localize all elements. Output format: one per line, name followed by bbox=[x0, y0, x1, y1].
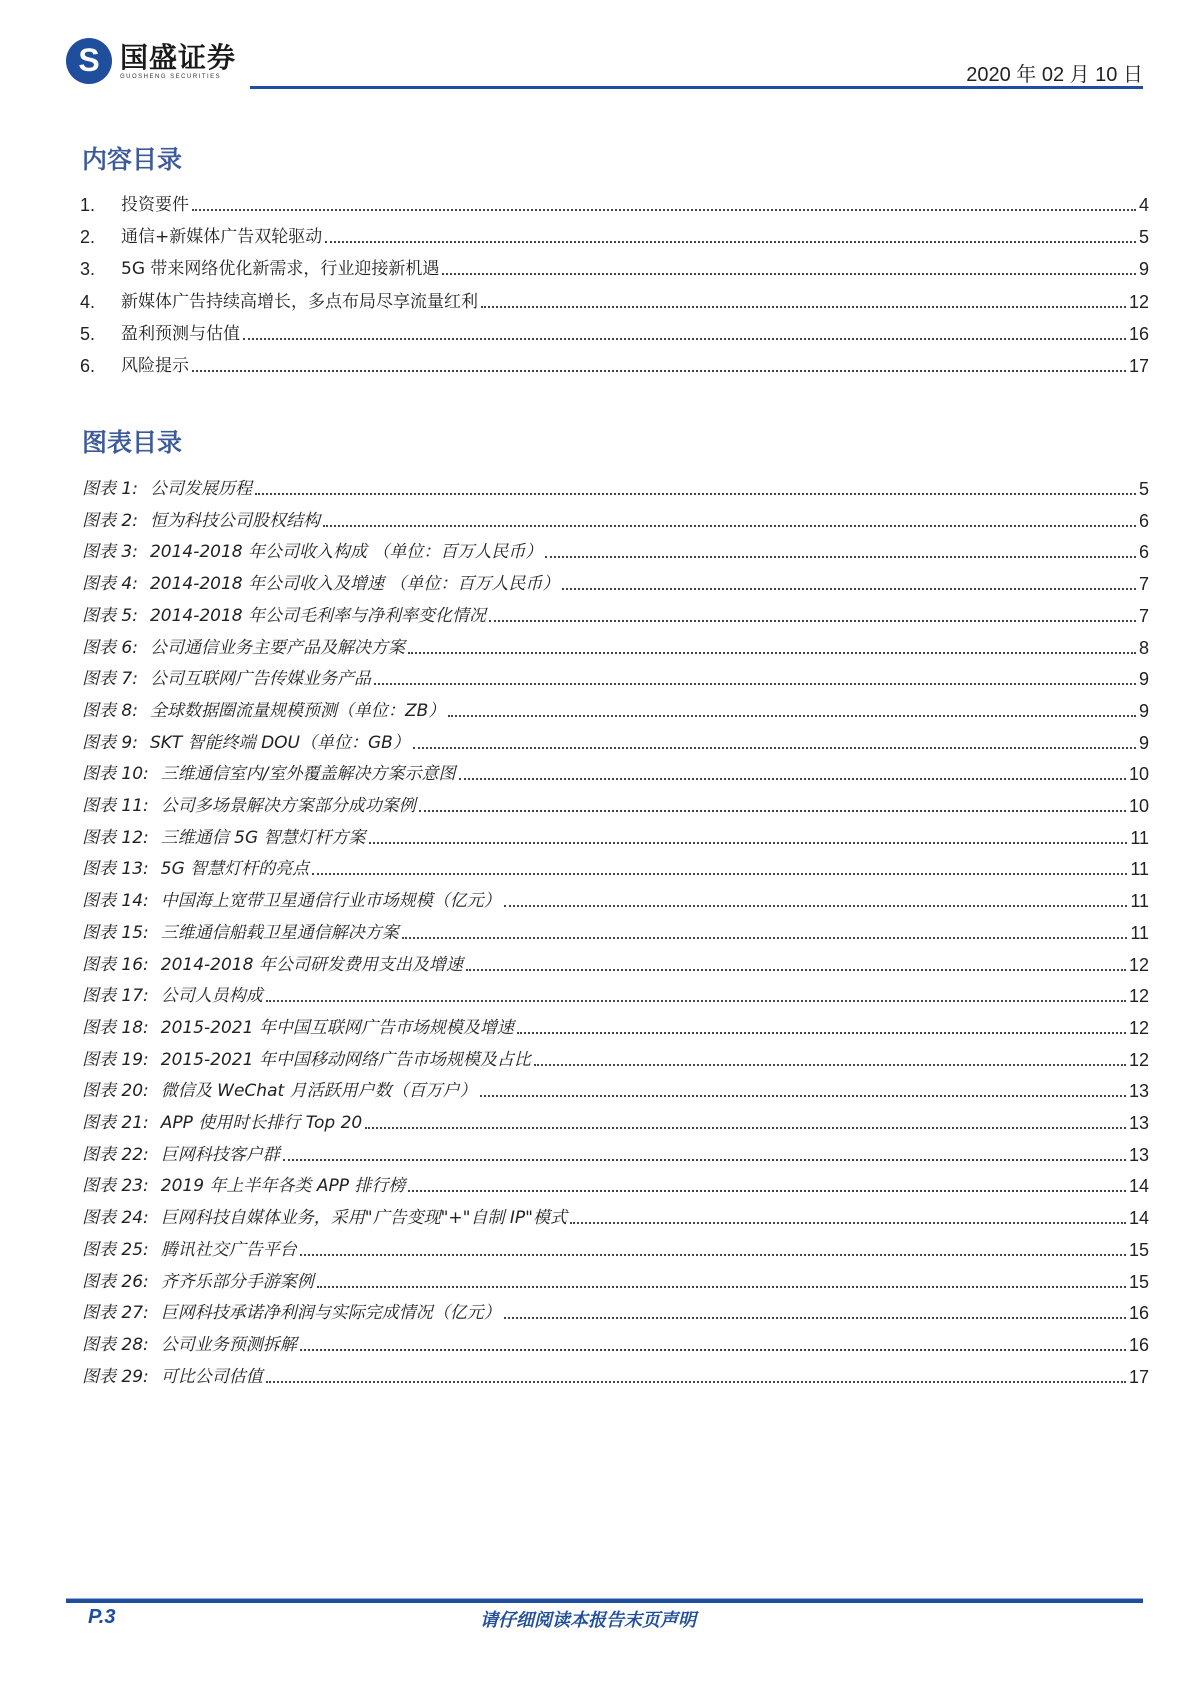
figure-entry-title: SKT 智能终端 DOU（单位：GB） bbox=[149, 732, 410, 753]
figure-entry[interactable] bbox=[82, 667, 1149, 691]
figure-entry-title: 恒为科技公司股权结构 bbox=[149, 510, 320, 531]
figure-entry-label: 图表 10: bbox=[82, 764, 149, 785]
dot-leader bbox=[504, 905, 1128, 907]
figure-entry-title: 2015-2021 年中国互联网广告市场规模及增速 bbox=[160, 1017, 514, 1038]
toc-entry-number: 4. bbox=[80, 291, 96, 312]
figure-entry-label: 图表 23: bbox=[82, 1176, 149, 1197]
figure-entry-label: 图表 25: bbox=[82, 1239, 149, 1260]
figure-entry[interactable] bbox=[82, 572, 1149, 596]
figure-entry-page: 5 bbox=[1138, 479, 1149, 499]
figure-entry-page: 16 bbox=[1128, 1303, 1149, 1324]
figure-entry-title: 可比公司估值 bbox=[160, 1366, 263, 1387]
figure-entry[interactable] bbox=[82, 477, 1149, 501]
dot-leader bbox=[243, 338, 1126, 340]
dot-leader bbox=[534, 1064, 1126, 1066]
dot-leader bbox=[323, 525, 1136, 527]
figure-entry-label: 图表 9: bbox=[82, 732, 138, 753]
toc-entry-title: 新媒体广告持续高增长，多点布局尽享流量红利 bbox=[121, 291, 478, 312]
dot-leader bbox=[255, 493, 1136, 495]
dot-leader bbox=[408, 652, 1136, 654]
figure-entry-title: 2014-2018 年公司毛利率与净利率变化情况 bbox=[149, 605, 487, 626]
dot-leader bbox=[480, 1095, 1126, 1097]
figure-entry[interactable] bbox=[82, 540, 1149, 564]
toc-entry-number: 2. bbox=[80, 227, 96, 248]
toc-entry-number: 6. bbox=[80, 356, 96, 376]
figure-entry-title: 中国海上宽带卫星通信行业市场规模（亿元） bbox=[160, 891, 501, 912]
figure-entry-title: 公司发展历程 bbox=[149, 479, 252, 499]
figure-entry-label: 图表 12: bbox=[82, 827, 149, 848]
figure-entry-label: 图表 19: bbox=[82, 1049, 149, 1070]
dot-leader bbox=[562, 588, 1136, 590]
dot-leader bbox=[545, 556, 1136, 558]
toc-entry-number: 1. bbox=[80, 195, 96, 215]
figure-entry-label: 图表 27: bbox=[82, 1303, 149, 1324]
figures-title: 图表目录 bbox=[82, 428, 183, 457]
dot-leader bbox=[481, 306, 1126, 308]
footer-disclaimer: 请仔细阅读本报告末页声明 bbox=[480, 1610, 696, 1631]
figure-entry-title: 公司通信业务主要产品及解决方案 bbox=[149, 637, 405, 658]
logo-name-en: GUOSHENG SECURITIES bbox=[120, 74, 222, 80]
dot-leader bbox=[570, 1222, 1126, 1224]
figure-entry[interactable] bbox=[82, 1016, 1149, 1040]
figure-entry-label: 图表 7: bbox=[82, 669, 138, 690]
toc-entry-page: 5 bbox=[1138, 227, 1149, 248]
dot-leader bbox=[489, 620, 1136, 622]
figure-entry-page: 11 bbox=[1130, 891, 1149, 912]
toc-entry-title: 通信+新媒体广告双轮驱动 bbox=[121, 227, 323, 248]
dot-leader bbox=[448, 715, 1136, 717]
dot-leader bbox=[192, 209, 1136, 211]
figure-entry-page: 7 bbox=[1138, 574, 1149, 595]
figure-entry-label: 图表 28: bbox=[82, 1334, 149, 1355]
figure-entry[interactable] bbox=[82, 1111, 1149, 1135]
figure-entry-label: 图表 14: bbox=[82, 891, 149, 912]
figure-entry-label: 图表 13: bbox=[82, 859, 149, 880]
dot-leader bbox=[517, 1032, 1126, 1034]
figure-entry-title: 三维通信船载卫星通信解决方案 bbox=[160, 922, 399, 943]
dot-leader bbox=[192, 370, 1126, 372]
toc-entry-title: 5G 带来网络优化新需求，行业迎接新机遇 bbox=[121, 259, 440, 280]
figure-entry-label: 图表 29: bbox=[82, 1366, 149, 1387]
toc-entry-title: 投资要件 bbox=[121, 195, 189, 215]
figure-entry-label: 图表 11: bbox=[82, 796, 149, 816]
figure-entry-page: 13 bbox=[1128, 1144, 1149, 1165]
figure-entry-label: 图表 6: bbox=[82, 637, 138, 658]
figure-entry-title: 全球数据圈流量规模预测（单位：ZB） bbox=[149, 700, 446, 721]
figure-entry-page: 14 bbox=[1128, 1176, 1149, 1197]
figure-entry-page: 9 bbox=[1138, 700, 1149, 721]
toc-entry-number: 3. bbox=[80, 259, 96, 280]
figure-entry-title: 公司人员构成 bbox=[160, 986, 263, 1007]
figure-entry[interactable] bbox=[82, 731, 1149, 755]
figure-entry-label: 图表 22: bbox=[82, 1144, 149, 1165]
dot-leader bbox=[365, 1127, 1126, 1129]
figure-entry[interactable] bbox=[82, 921, 1149, 945]
figure-entry-title: 腾讯社交广告平台 bbox=[160, 1239, 297, 1260]
toc-entry[interactable] bbox=[80, 193, 1149, 217]
toc-entry-page: 4 bbox=[1138, 195, 1149, 215]
dot-leader bbox=[369, 842, 1128, 844]
figure-entry-title: 微信及 WeChat 月活跃用户数（百万户） bbox=[160, 1081, 477, 1102]
figure-entry-label: 图表 18: bbox=[82, 1017, 149, 1038]
figure-entry-title: 巨网科技客户群 bbox=[160, 1144, 280, 1165]
figure-entry[interactable] bbox=[82, 1238, 1149, 1262]
figure-entry-title: 三维通信室内/室外覆盖解决方案示意图 bbox=[160, 764, 456, 785]
dot-leader bbox=[283, 1159, 1126, 1161]
toc-entry-page: 9 bbox=[1138, 259, 1149, 280]
figure-entry-title: APP 使用时长排行 Top 20 bbox=[160, 1113, 363, 1133]
toc-entry-page: 12 bbox=[1128, 291, 1149, 312]
figure-entry-page: 11 bbox=[1130, 859, 1149, 880]
figure-entry[interactable] bbox=[82, 1270, 1149, 1294]
figure-entry-label: 图表 5: bbox=[82, 605, 138, 626]
figure-entry[interactable] bbox=[82, 889, 1149, 913]
figure-entry-page: 11 bbox=[1130, 827, 1149, 848]
figure-entry[interactable] bbox=[82, 984, 1149, 1008]
dot-leader bbox=[442, 273, 1136, 275]
header-divider bbox=[250, 86, 1143, 89]
figure-entry[interactable] bbox=[82, 1174, 1149, 1198]
figure-entry-page: 10 bbox=[1128, 764, 1149, 785]
figure-entry-page: 12 bbox=[1128, 1049, 1149, 1070]
figure-entry-label: 图表 20: bbox=[82, 1081, 149, 1102]
dot-leader bbox=[374, 683, 1136, 685]
figure-entry-label: 图表 21: bbox=[82, 1113, 149, 1133]
dot-leader bbox=[408, 1190, 1126, 1192]
figure-entry-label: 图表 15: bbox=[82, 922, 149, 943]
figure-entry-title: 5G 智慧灯杆的亮点 bbox=[160, 859, 310, 880]
toc-entry-page: 17 bbox=[1128, 356, 1149, 376]
figure-entry-label: 图表 4: bbox=[82, 574, 138, 595]
figure-entry-label: 图表 2: bbox=[82, 510, 138, 531]
figure-entry-page: 9 bbox=[1138, 669, 1149, 690]
toc-entry[interactable] bbox=[80, 290, 1149, 314]
toc-entry[interactable] bbox=[80, 257, 1149, 281]
figure-entry-label: 图表 16: bbox=[82, 954, 149, 975]
figure-entry-label: 图表 8: bbox=[82, 700, 138, 721]
figure-entry[interactable] bbox=[82, 762, 1149, 786]
footer-divider bbox=[66, 1598, 1143, 1603]
figure-entry-page: 7 bbox=[1138, 605, 1149, 626]
figure-entry-page: 15 bbox=[1128, 1239, 1149, 1260]
toc-entry-number: 5. bbox=[80, 323, 96, 344]
dot-leader bbox=[413, 747, 1136, 749]
figure-entry[interactable] bbox=[82, 1079, 1149, 1103]
figure-entry-label: 图表 1: bbox=[82, 479, 138, 499]
figure-entry[interactable] bbox=[82, 1301, 1149, 1325]
figure-entry-page: 17 bbox=[1128, 1366, 1149, 1387]
toc-entry[interactable] bbox=[80, 225, 1149, 249]
figure-entry-page: 12 bbox=[1128, 1017, 1149, 1038]
figure-entry[interactable] bbox=[82, 1048, 1149, 1072]
report-date: 2020 年 02 月 10 日 bbox=[966, 64, 1143, 86]
figure-entry-label: 图表 24: bbox=[82, 1208, 149, 1229]
figure-entry-page: 6 bbox=[1138, 542, 1149, 563]
figure-entry-title: 公司互联网广告传媒业务产品 bbox=[149, 669, 371, 690]
dot-leader bbox=[266, 1000, 1126, 1002]
figure-entry[interactable] bbox=[82, 509, 1149, 533]
figure-entry-label: 图表 17: bbox=[82, 986, 149, 1007]
figure-entry-title: 巨网科技自媒体业务，采用"广告变现"+"自制 IP"模式 bbox=[160, 1208, 567, 1229]
figure-entry-label: 图表 26: bbox=[82, 1271, 149, 1292]
dot-leader bbox=[317, 1286, 1126, 1288]
logo-name-cn: 国盛证券 bbox=[120, 41, 237, 74]
dot-leader bbox=[300, 1254, 1126, 1256]
figure-entry[interactable] bbox=[82, 794, 1149, 818]
figure-entry-title: 三维通信 5G 智慧灯杆方案 bbox=[160, 827, 366, 848]
figure-entry-page: 12 bbox=[1128, 954, 1149, 975]
figure-entry-title: 2014-2018 年公司收入及增速 （单位：百万人民币） bbox=[149, 574, 560, 595]
toc-entry-title: 盈利预测与估值 bbox=[121, 323, 240, 344]
dot-leader bbox=[466, 969, 1126, 971]
figure-entry-title: 巨网科技承诺净利润与实际完成情况（亿元） bbox=[160, 1303, 501, 1324]
dot-leader bbox=[459, 778, 1126, 780]
figure-entry[interactable] bbox=[82, 826, 1149, 850]
dot-leader bbox=[504, 1317, 1126, 1319]
figure-entry-page: 10 bbox=[1128, 796, 1149, 816]
figure-entry-page: 13 bbox=[1128, 1081, 1149, 1102]
figure-entry-page: 11 bbox=[1130, 922, 1149, 943]
figure-entry-page: 9 bbox=[1138, 732, 1149, 753]
figure-entry[interactable] bbox=[82, 1365, 1149, 1389]
figure-entry[interactable] bbox=[82, 953, 1149, 977]
figure-entry-label: 图表 3: bbox=[82, 542, 138, 563]
toc-entry-title: 风险提示 bbox=[121, 356, 189, 376]
figure-entry-title: 2014-2018 年公司研发费用支出及增速 bbox=[160, 954, 463, 975]
company-logo bbox=[66, 38, 236, 84]
figure-entry-page: 8 bbox=[1138, 637, 1149, 658]
page-number: P.3 bbox=[88, 1606, 116, 1628]
figure-entry-page: 14 bbox=[1128, 1208, 1149, 1229]
dot-leader bbox=[402, 937, 1128, 939]
figure-entry[interactable] bbox=[82, 699, 1149, 723]
figure-entry-title: 2019 年上半年各类 APP 排行榜 bbox=[160, 1176, 406, 1197]
figure-entry-title: 公司业务预测拆解 bbox=[160, 1334, 297, 1355]
figure-entry[interactable] bbox=[82, 1333, 1149, 1357]
figure-entry-title: 2014-2018 年公司收入构成 （单位：百万人民币） bbox=[149, 542, 543, 563]
dot-leader bbox=[325, 241, 1136, 243]
dot-leader bbox=[266, 1381, 1126, 1383]
toc-entry[interactable] bbox=[80, 354, 1149, 378]
figure-entry[interactable] bbox=[82, 636, 1149, 660]
toc-entry-page: 16 bbox=[1128, 323, 1149, 344]
figure-entry-page: 12 bbox=[1128, 986, 1149, 1007]
figure-entry-page: 15 bbox=[1128, 1271, 1149, 1292]
figure-entry-page: 16 bbox=[1128, 1334, 1149, 1355]
figure-entry-page: 13 bbox=[1128, 1113, 1149, 1133]
toc-entry[interactable] bbox=[80, 322, 1149, 346]
figure-entry-page: 6 bbox=[1138, 510, 1149, 531]
figure-entry[interactable] bbox=[82, 604, 1149, 628]
figure-entry[interactable] bbox=[82, 1206, 1149, 1230]
dot-leader bbox=[312, 873, 1127, 875]
toc-title: 内容目录 bbox=[82, 145, 183, 174]
figure-entry-title: 公司多场景解决方案部分成功案例 bbox=[160, 796, 416, 816]
figure-entry-title: 2015-2021 年中国移动网络广告市场规模及占比 bbox=[160, 1049, 531, 1070]
dot-leader bbox=[300, 1349, 1126, 1351]
figure-entry-title: 齐齐乐部分手游案例 bbox=[160, 1271, 314, 1292]
logo-icon bbox=[66, 38, 112, 84]
figure-entry[interactable] bbox=[82, 857, 1149, 881]
figure-entry[interactable] bbox=[82, 1143, 1149, 1167]
dot-leader bbox=[419, 810, 1126, 812]
